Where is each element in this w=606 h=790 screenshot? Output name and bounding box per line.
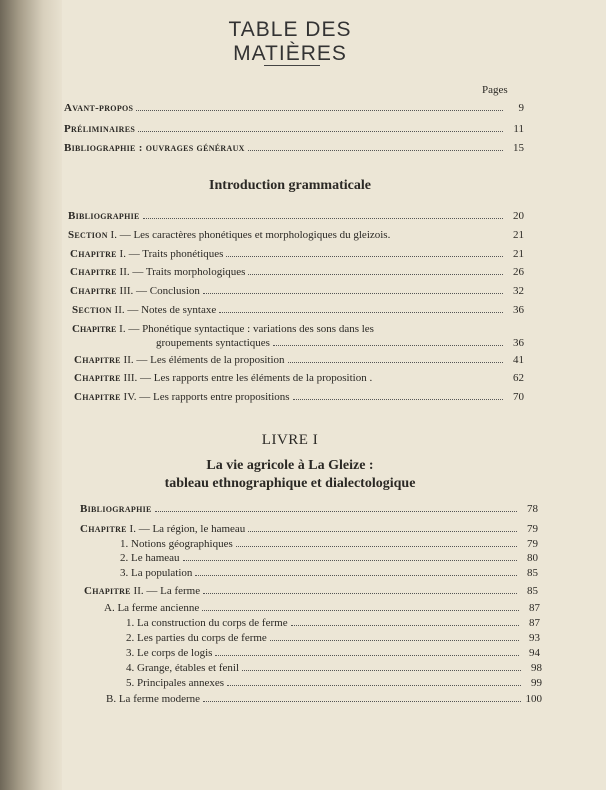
toc-entry-line2[interactable]: groupements syntactiques 36 <box>156 337 524 349</box>
toc-entry[interactable]: 1. La construction du corps de ferme 87 <box>126 617 540 629</box>
toc-entry[interactable]: Bibliographie 20 <box>68 210 524 222</box>
toc-entry[interactable]: 3. La population 85 <box>120 567 538 579</box>
toc-entry[interactable]: Chapitre II. — Traits morphologiques 26 <box>70 266 524 278</box>
toc-entry[interactable]: 1. Notions géographiques 79 <box>120 538 538 550</box>
toc-entry[interactable]: Chapitre I. — La région, le hameau 79 <box>80 523 538 535</box>
intro-heading: Introduction grammaticale <box>209 178 371 193</box>
title-divider <box>264 65 320 66</box>
toc-entry-line1[interactable]: Chapitre I. — Phonétique syntactique : variations des sons dans les <box>72 323 374 335</box>
toc-entry[interactable]: 4. Grange, étables et fenil 98 <box>126 662 542 674</box>
toc-entry[interactable]: Chapitre II. — Les éléments de la proposition 41 <box>74 354 524 366</box>
toc-page <box>60 0 606 790</box>
toc-entry[interactable]: Section II. — Notes de syntaxe 36 <box>72 304 524 316</box>
toc-entry[interactable]: Bibliographie : ouvrages généraux 15 <box>64 142 524 154</box>
toc-entry[interactable]: Préliminaires 11 <box>64 123 524 135</box>
toc-entry[interactable]: Avant-propos 9 <box>64 102 524 114</box>
toc-entry[interactable]: 5. Principales annexes 99 <box>126 677 542 689</box>
toc-entry[interactable]: Chapitre III. — Conclusion 32 <box>70 285 524 297</box>
toc-entry[interactable]: B. La ferme moderne 100 <box>106 693 542 705</box>
toc-entry[interactable]: Chapitre II. — La ferme 85 <box>84 585 538 597</box>
book-gutter <box>0 0 62 790</box>
book-subtitle-2: tableau ethnographique et dialectologique <box>164 476 416 491</box>
toc-entry[interactable]: 3. Le corps de logis 94 <box>126 647 540 659</box>
toc-entry[interactable]: Chapitre III. — Les rapports entre les éléments de la proposition . 62 <box>74 372 524 384</box>
toc-entry[interactable]: Chapitre IV. — Les rapports entre propositions 70 <box>74 391 524 403</box>
toc-entry[interactable]: 2. Les parties du corps de ferme 93 <box>126 632 540 644</box>
toc-entry[interactable]: Section I. — Les caractères phonétiques et morphologiques du gleizois. 21 <box>68 229 524 241</box>
toc-entry[interactable]: Chapitre I. — Traits phonétiques 21 <box>70 248 524 260</box>
toc-entry[interactable]: 2. Le hameau 80 <box>120 552 538 564</box>
book-subtitle: La vie agricole à La Gleize : <box>206 458 374 473</box>
toc-entry[interactable]: Bibliographie 78 <box>80 503 538 515</box>
page-title: TABLE DES MATIÈRES <box>228 18 352 65</box>
book-heading: LIVRE I <box>261 432 319 448</box>
toc-entry[interactable]: A. La ferme ancienne 87 <box>104 602 540 614</box>
pages-column-label: Pages <box>482 84 508 96</box>
